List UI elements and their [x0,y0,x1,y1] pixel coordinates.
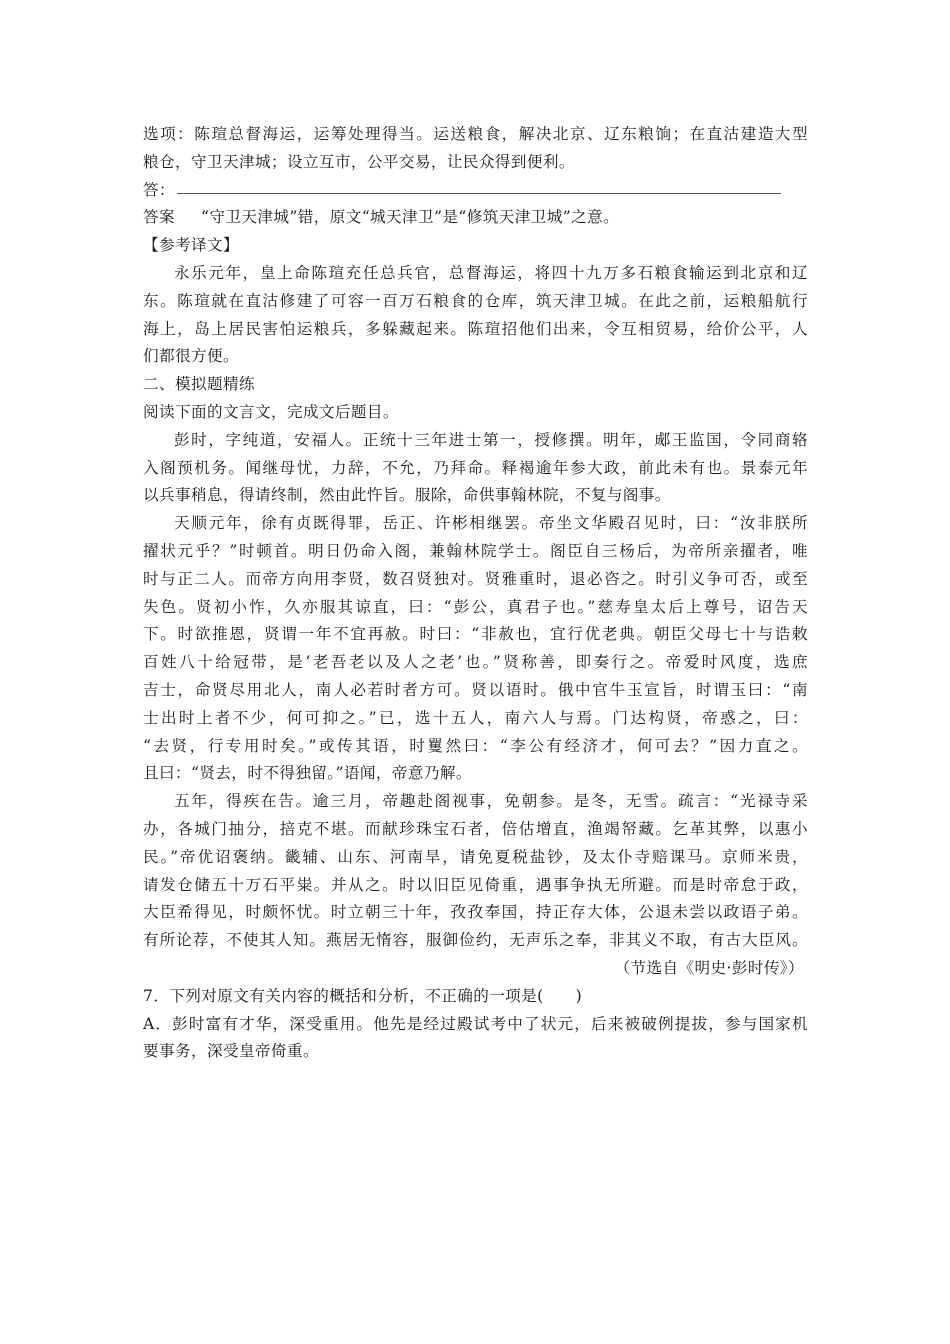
passage-p2-line-9: “去贤，行专用时矣。”或传其语，时矍然曰：“李公有经济才，何可去？”因力直之。 [143,736,808,755]
answer-prompt: 答： [143,180,175,199]
translation-line-3: 海上，岛上居民害怕运粮兵，多躲藏起来。陈瑄招他们出来，令互相贸易，给价公平，人 [143,319,808,338]
passage-p3-line-2: 办，各城门抽分，掊克不堪。而献珍珠宝石者，倍估增直，渔竭帑藏。乞革其弊，以惠小 [143,819,808,838]
passage-source: （节选自《明史·彭时传》） [614,958,804,977]
translation-line-1: 永乐元年，皇上命陈瑄充任总兵官，总督海运，将四十九万多石粮食输运到北京和辽 [174,263,808,282]
passage-p3-line-3: 民。”帝优诏褒纳。畿辅、山东、河南旱，请免夏税盐钞，及太仆寺赔课马。京师米贵， [143,847,808,866]
passage-p1-line-3: 以兵事稍息，得请终制，然由此忤旨。服除，命供事翰林院，不复与阁事。 [143,486,671,505]
answer-key-label: 答案 [143,208,175,227]
option-line-1: 选项：陈瑄总督海运，运筹处理得当。运送粮食，解决北京、辽东粮饷；在直沽建造大型 [143,125,808,143]
translation-heading: 【参考译文】 [143,236,239,255]
question-7-option-a-line-1: A．彭时富有才华，深受重用。他先是经过殿试考中了状元，后来被破例提拔，参与国家机 [143,1014,808,1033]
translation-line-4: 们都很方便。 [143,347,239,366]
answer-key-text: “守卫天津城”错，原文“城天津卫”是“修筑天津卫城”之意。 [201,208,620,227]
passage-p2-line-10: 且曰：“贤去，时不得独留。”语闻，帝意乃解。 [143,764,472,783]
passage-p3-line-1: 五年，得疾在告。逾三月，帝趣赴阁视事，免朝参。是冬，无雪。疏言：“光禄寺采 [174,792,808,811]
option-line-2: 粮仓，守卫天津城；设立互市，公平交易，让民众得到便利。 [143,152,575,171]
passage-p2-line-1: 天顺元年，徐有贞既得罪，岳正、许彬相继罢。帝坐文华殿召见时，曰：“汝非朕所 [174,514,808,533]
passage-p3-line-6: 有所论荐，不使其人知。燕居无惰容，服御俭约，无声乐之奉，非其义不取，有古大臣风。 [143,931,808,950]
question-7-option-a-line-2: 要事务，深受皇帝倚重。 [143,1042,319,1061]
passage-p2-line-8: 士出时上者不少，何可抑之。”已，选十五人，南六人与焉。门达构贤，帝惑之，曰： [143,708,808,727]
document-body [143,121,808,1066]
answer-blank-row [143,177,808,205]
passage-p1-line-1: 彭时，字纯道，安福人。正统十三年进士第一，授修撰。明年，郕王监国，令同商辂 [174,430,808,449]
answer-blank-line[interactable] [177,193,781,194]
passage-p3-line-5: 大臣希得见，时颇怀忧。时立朝三十年，孜孜奉国，持正存大体，公退未尝以政语子弟。 [143,903,808,922]
passage-p3-line-4: 请发仓储五十万石平粜。并从之。时以旧臣见倚重，遇事争执无所避。而是时帝怠于政， [143,875,808,894]
passage-p1-line-2: 入阁预机务。闻继母忧，力辞，不允，乃拜命。释褐逾年参大政，前此未有也。景泰元年 [143,458,808,477]
passage-p2-line-3: 时与正二人。而帝方向用李贤，数召贤独对。贤雅重时，退必咨之。时引义争可否，或至 [143,569,808,588]
question-7-stem: 7．下列对原文有关内容的概括和分析，不正确的一项是( ) [143,986,583,1005]
passage-p2-line-4: 失色。贤初小怍，久亦服其谅直，曰：“彭公，真君子也。”慈寿皇太后上尊号，诏告天 [143,597,808,616]
passage-p2-line-6: 百姓八十给冠带，是‘老吾老以及人之老’也。”贤称善，即奏行之。帝爱时风度，选庶 [143,653,808,672]
passage-p2-line-7: 吉士，命贤尽用北人，南人必若时者方可。贤以语时。俄中官牛玉宣旨，时谓玉曰：“南 [143,680,808,699]
passage-p2-line-5: 下。时欲推恩，贤谓一年不宜再赦。时曰：“非赦也，宜行优老典。朝臣父母七十与诰敕 [143,625,808,644]
instruction-text: 阅读下面的文言文，完成文后题目。 [143,402,399,421]
section-heading: 二、模拟题精练 [143,375,255,394]
passage-p2-line-2: 擢状元乎？”时顿首。明日仍命入阁，兼翰林院学士。阁臣自三杨后，为帝所亲擢者，唯 [143,541,808,560]
translation-line-2: 东。陈瑄就在直沽修建了可容一百万石粮食的仓库，筑天津卫城。在此之前，运粮船航行 [143,291,808,310]
answer-key-line [143,204,808,232]
